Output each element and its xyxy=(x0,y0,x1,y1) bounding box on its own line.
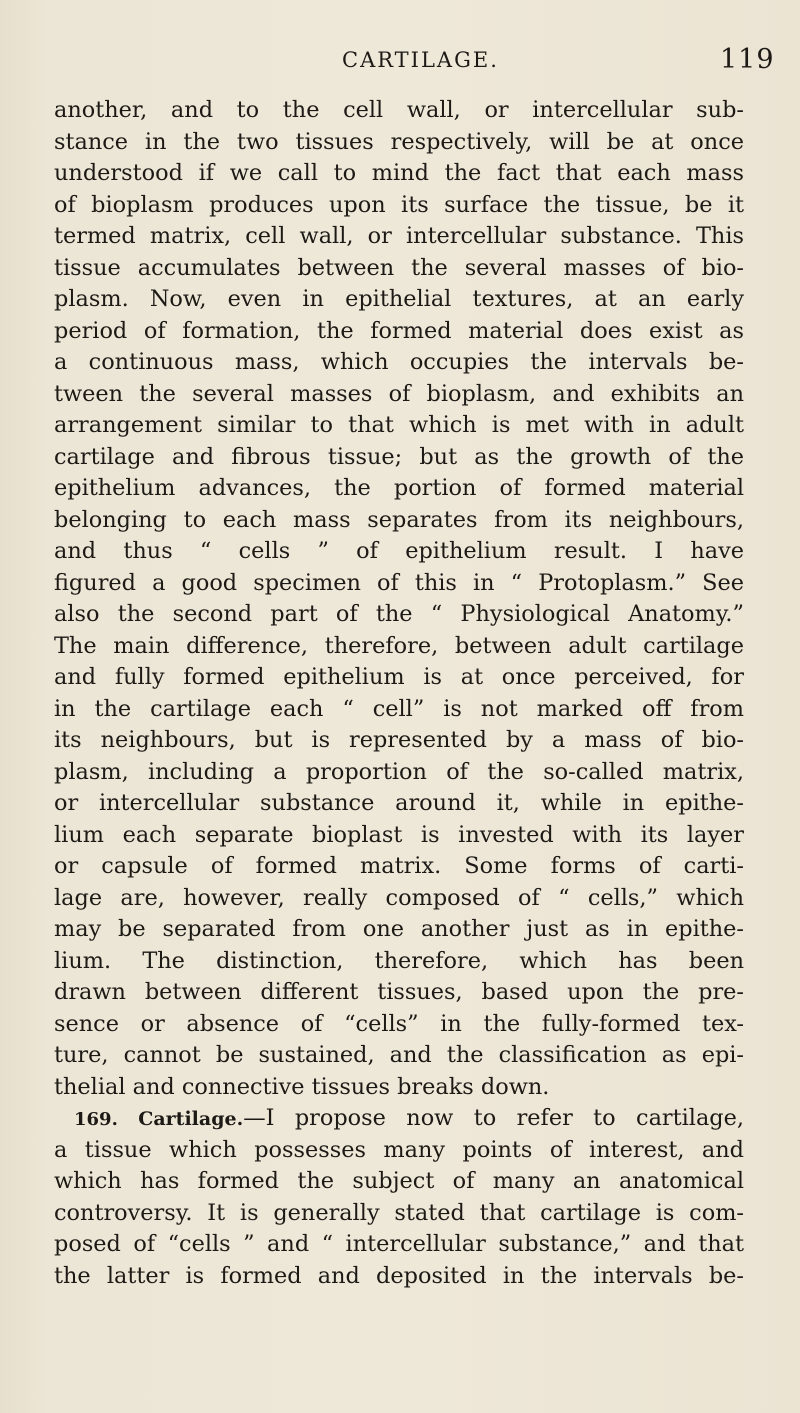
text-line: understood if we call to mind the fact that each mass xyxy=(54,160,744,186)
text-line: also the second part of the “ Physiological Anatomy.” xyxy=(54,601,744,627)
text-line: ture, cannot be sustained, and the classification as epi- xyxy=(54,1042,744,1068)
text-line: a continuous mass, which occupies the intervals be- xyxy=(54,349,744,375)
text-line: sence or absence of “cells” in the fully-formed tex- xyxy=(54,1010,744,1037)
text-line: which has formed the subject of many an anatomical xyxy=(54,1168,744,1194)
text-line: another, and to the cell wall, or intercellular sub- xyxy=(54,97,744,123)
text-line: plasm. Now, even in epithelial textures, at an early xyxy=(54,286,744,312)
text-line: lage are, however, really composed of “ cells,” which xyxy=(54,884,744,911)
text-line: a tissue which possesses many points of interest, and xyxy=(54,1136,744,1163)
body-text xyxy=(54,95,744,1292)
text-line: in the cartilage each “ cell” is not marked off from xyxy=(54,695,744,722)
text-line: belonging to each mass separates from its neighbours, xyxy=(54,506,744,533)
text-line: lium each separate bioplast is invested with its layer xyxy=(54,821,744,848)
text-line: may be separated from one another just as in epithe- xyxy=(54,916,744,942)
text-line: arrangement similar to that which is met with in adult xyxy=(54,412,744,438)
text-line: drawn between different tissues, based upon the pre- xyxy=(54,979,744,1005)
text-line: and thus “ cells ” of epithelium result. I have xyxy=(54,538,744,564)
text-line: plasm, including a proportion of the so-called matrix, xyxy=(54,758,744,785)
section-heading-line xyxy=(54,1103,744,1135)
text-line: or intercellular substance around it, while in epithe- xyxy=(54,790,744,816)
text-line: epithelium advances, the portion of formed material xyxy=(54,475,744,501)
text-line: or capsule of formed matrix. Some forms of carti- xyxy=(54,853,744,879)
text-line: thelial and connective tissues breaks down. xyxy=(54,1073,550,1100)
text-line: figured a good specimen of this in “ Protoplasm.” See xyxy=(54,569,744,596)
text-line: tissue accumulates between the several masses of bio- xyxy=(54,254,744,281)
text-line: termed matrix, cell wall, or intercellular substance. This xyxy=(54,223,744,249)
page-number: 119 xyxy=(720,44,775,75)
text-line: cartilage and fibrous tissue; but as the growth of the xyxy=(54,443,744,470)
text-line: period of formation, the formed material does exist as xyxy=(54,317,744,344)
text-line: The main difference, therefore, between adult cartilage xyxy=(54,632,744,659)
text-line: posed of “cells ” and “ intercellular substance,” and that xyxy=(54,1231,744,1257)
text-line: its neighbours, but is represented by a mass of bio- xyxy=(54,727,744,753)
section-heading: Cartilage. xyxy=(138,1108,244,1130)
text-line: the latter is formed and deposited in the intervals be- xyxy=(54,1262,744,1289)
text-line: of bioplasm produces upon its surface the tissue, be it xyxy=(54,191,744,218)
page-header xyxy=(0,44,800,84)
section-number: 169. xyxy=(74,1109,118,1130)
text-line: tween the several masses of bioplasm, and exhibits an xyxy=(54,380,744,407)
text-line: stance in the two tissues respectively, will be at once xyxy=(54,128,744,155)
text-line: controversy. It is generally stated that cartilage is com- xyxy=(54,1199,744,1226)
text-line: lium. The distinction, therefore, which has been xyxy=(54,947,744,974)
text-line: and fully formed epithelium is at once perceived, for xyxy=(54,664,744,690)
section-first-line: —I propose now to refer to cartilage, xyxy=(243,1105,744,1131)
running-head: CARTILAGE. xyxy=(342,48,499,72)
